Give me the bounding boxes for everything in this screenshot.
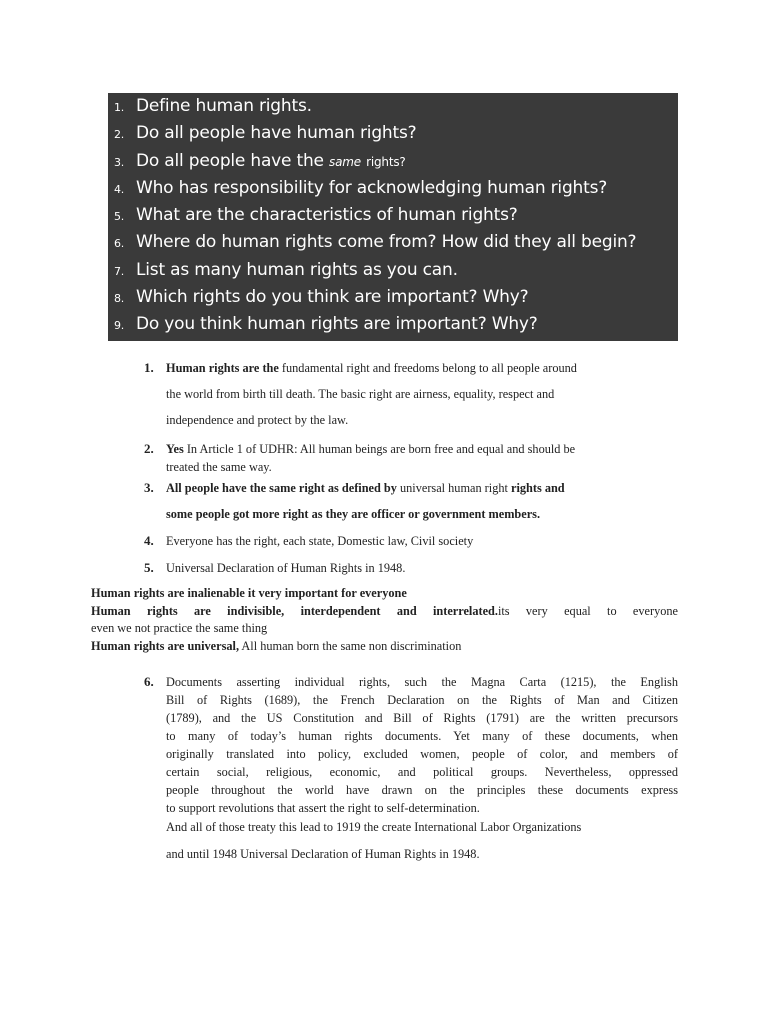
characteristic-bold: Human rights are inalienable it very important for everyone [91, 586, 407, 600]
answer-2 [144, 440, 681, 476]
characteristic-line: even we not practice the same thing [91, 621, 268, 635]
characteristic-line [91, 638, 678, 656]
answer-5-text: Universal Declaration of Human Rights in 1948. [166, 561, 406, 575]
question-item [114, 232, 678, 259]
question-text: Where do human rights come from? How did they all begin? [136, 232, 637, 253]
answer-3-bold: All people have the same right as defined by [166, 481, 397, 495]
characteristic-line [91, 585, 678, 603]
answer-1-line: independence and protect by the law. [166, 413, 349, 427]
questions-box [108, 93, 678, 341]
answer-4-text: Everyone has the right, each state, Domestic law, Civil society [166, 534, 474, 548]
answer-2-line: treated the same way. [166, 460, 272, 474]
answer-2-line [166, 440, 681, 458]
answer-6-line: Documents asserting individual rights, such the Magna Carta (1215), the English [166, 675, 678, 689]
answer-3-bold: some people got more right as they are officer or government members. [166, 507, 541, 521]
question-number: 8. [114, 292, 125, 306]
answer-5 [144, 555, 681, 581]
answer-6-line: to support revolutions that assert the right to self-determination. [166, 801, 480, 815]
characteristics-block [91, 585, 678, 655]
answer-6 [144, 673, 678, 871]
answer-6-line: people throughout the world have drawn on the principles these documents express [166, 783, 678, 797]
answer-2-bold: Yes [166, 442, 184, 456]
question-item [114, 96, 678, 123]
question-number: 6. [114, 237, 125, 251]
question-text: Do all people have human rights? [136, 123, 417, 144]
answer-6-line: to many of today’s human rights documents. Yet many of these documents, when [166, 729, 678, 743]
question-text: Do you think human rights are important? Why? [136, 314, 538, 335]
question-number: 7. [114, 264, 125, 278]
answer-number: 5. [144, 560, 154, 575]
characteristic-text: All human born the same non discrimination [239, 638, 462, 653]
answer-6-line: (1789), and the US Constitution and Bill of Rights (1791) are the written precursors [166, 711, 678, 725]
question-number: 9. [114, 319, 125, 333]
answer-number: 3. [144, 480, 154, 495]
answer-1-line [166, 355, 681, 381]
question-text: Do all people have the [136, 150, 324, 171]
answer-3 [144, 475, 681, 527]
question-item [114, 205, 678, 232]
question-item [114, 178, 678, 205]
question-item [114, 314, 678, 341]
question-item [114, 151, 678, 178]
answer-6-line: originally translated into policy, excluded women, people of color, and members of [166, 747, 678, 761]
answer-2-text: In Article 1 of UDHR: All human beings are born free and equal and should be [183, 442, 576, 456]
answer-6-line: and until 1948 Universal Declaration of Human Rights in 1948. [166, 847, 480, 861]
question-number: 1. [114, 101, 125, 114]
answer-number: 2. [144, 441, 154, 456]
answer-6-line: And all of those treaty this lead to 1919 the create International Labor Organizations [166, 820, 582, 834]
question-number: 4. [114, 182, 125, 196]
answer-1-text: fundamental right and freedoms belong to all people around [278, 361, 577, 375]
question-item [114, 123, 678, 150]
answer-1 [144, 355, 681, 433]
question-italic-word: same [329, 154, 361, 169]
answer-number: 6. [144, 674, 154, 689]
characteristic-bold: Human rights are indivisible, interdependent and interrelated. [91, 603, 498, 618]
question-item [114, 287, 678, 314]
question-tail: rights? [366, 154, 406, 169]
characteristic-text: its very equal to everyone [497, 603, 678, 618]
answer-3-line [166, 475, 681, 501]
answer-6-line: Bill of Rights (1689), the French Declaration on the Rights of Man and Citizen [166, 693, 678, 707]
answer-number: 4. [144, 533, 154, 548]
question-text: Define human rights. [136, 96, 312, 116]
question-number: 3. [114, 155, 125, 169]
answer-number: 1. [144, 360, 154, 375]
answer-1-line: the world from birth till death. The basic right are airness, equality, respect and [166, 387, 555, 401]
answer-3-text: universal human right [396, 481, 511, 495]
question-text: Which rights do you think are important? Why? [136, 287, 529, 308]
question-number: 5. [114, 210, 125, 224]
answer-4 [144, 528, 681, 554]
question-text: Who has responsibility for acknowledging human rights? [136, 177, 608, 198]
question-text: List as many human rights as you can. [136, 259, 458, 280]
answer-6-line: certain social, religious, economic, and political groups. Nevertheless, oppressed [166, 765, 678, 779]
question-number: 2. [114, 128, 125, 142]
answer-1-bold: Human rights are the [166, 361, 279, 375]
answer-3-line [166, 501, 681, 527]
characteristic-line [91, 603, 678, 621]
answer-3-bold: rights and [511, 481, 565, 495]
characteristic-bold: Human rights are universal, [91, 638, 240, 653]
question-item [114, 260, 678, 287]
question-text: What are the characteristics of human rights? [136, 205, 518, 226]
